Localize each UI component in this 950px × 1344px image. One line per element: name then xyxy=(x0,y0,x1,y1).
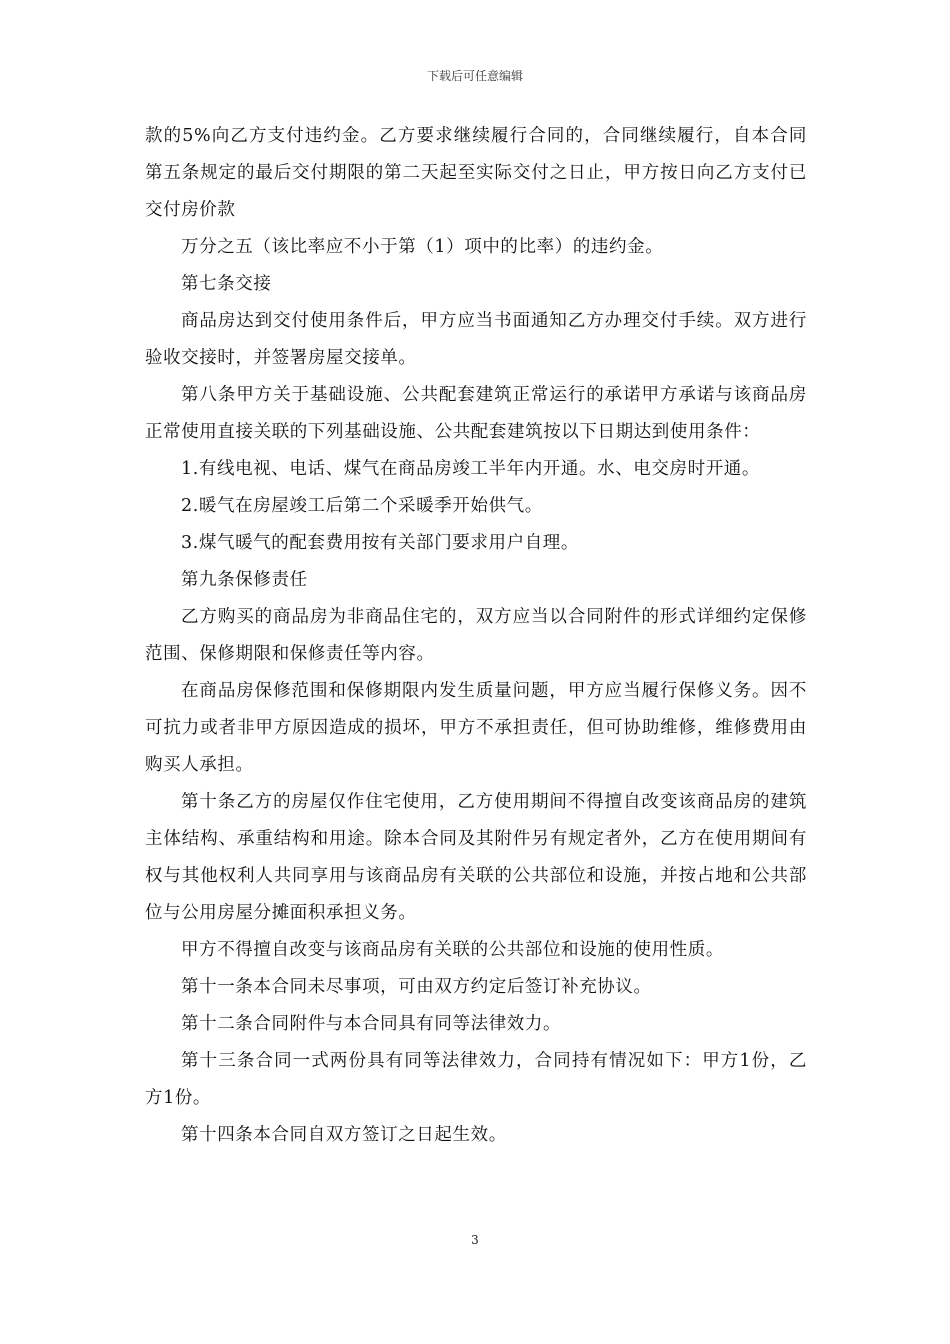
article-9-body-2: 在商品房保修范围和保修期限内发生质量问题，甲方应当履行保修义务。因不可抗力或者非甲方原因造成的损坏，甲方不承担责任，但可协助维修，维修费用由购买人承担。 xyxy=(145,681,807,775)
article-9-heading: 第九条保修责任 xyxy=(181,570,308,590)
article-7-heading: 第七条交接 xyxy=(181,274,272,294)
article-14-body: 第十四条本合同自双方签订之日起生效。 xyxy=(181,1125,507,1145)
list-item-3: 3.煤气暖气的配套费用按有关部门要求用户自理。 xyxy=(181,533,579,553)
paragraph-continuation: 款的5%向乙方支付违约金。乙方要求继续履行合同的，合同继续履行，自本合同第五条规定的最后交付期限的第二天起至实际交付之日止，甲方按日向乙方支付已交付房价款 xyxy=(145,126,807,220)
article-7-body: 商品房达到交付使用条件后，甲方应当书面通知乙方办理交付手续。双方进行验收交接时，并签署房屋交接单。 xyxy=(145,311,807,368)
article-13-body: 第十三条合同一式两份具有同等法律效力，合同持有情况如下：甲方1份，乙方1份。 xyxy=(145,1051,807,1108)
article-12-body: 第十二条合同附件与本合同具有同等法律效力。 xyxy=(181,1014,562,1034)
article-11-body: 第十一条本合同未尽事项，可由双方约定后签订补充协议。 xyxy=(181,977,652,997)
page-number: 3 xyxy=(471,1233,479,1247)
document-body xyxy=(145,118,807,1154)
paragraph-penalty-rate: 万分之五（该比率应不小于第（1）项中的比率）的违约金。 xyxy=(181,237,664,257)
article-8-body: 第八条甲方关于基础设施、公共配套建筑正常运行的承诺甲方承诺与该商品房正常使用直接关联的下列基础设施、公共配套建筑按以下日期达到使用条件： xyxy=(145,385,807,442)
page-header-note: 下载后可任意编辑 xyxy=(426,69,523,83)
list-item-1: 1.有线电视、电话、煤气在商品房竣工半年内开通。水、电交房时开通。 xyxy=(181,459,760,479)
article-10-body-2: 甲方不得擅自改变与该商品房有关联的公共部位和设施的使用性质。 xyxy=(181,940,724,960)
article-9-body-1: 乙方购买的商品房为非商品住宅的，双方应当以合同附件的形式详细约定保修范围、保修期限和保修责任等内容。 xyxy=(145,607,807,664)
article-10-body: 第十条乙方的房屋仅作住宅使用，乙方使用期间不得擅自改变该商品房的建筑主体结构、承重结构和用途。除本合同及其附件另有规定者外，乙方在使用期间有权与其他权利人共同享用与该商品房有关联的公共部位和设施，并按占地和公共部位与公用房屋分摊面积承担义务。 xyxy=(145,792,807,923)
list-item-2: 2.暖气在房屋竣工后第二个采暖季开始供气。 xyxy=(181,496,543,516)
